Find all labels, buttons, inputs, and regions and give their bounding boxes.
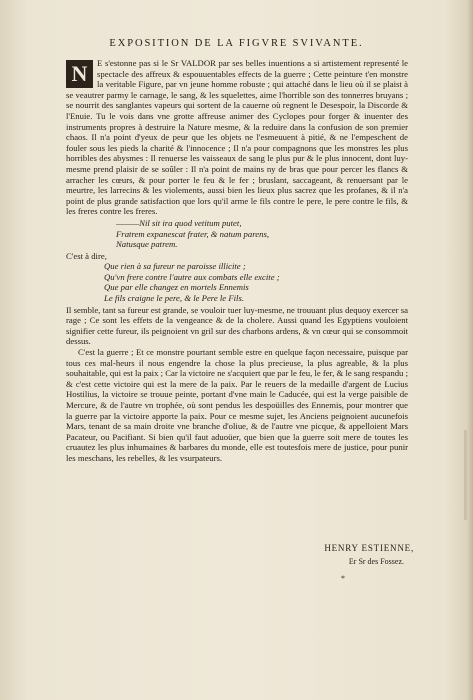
- paragraph-3: C'est la guerre ; Et ce monstre pourtant semble estre en quelque façon necessaire, puisque par tous ces mal-heurs il nous engendre la chose la plus precieuse, la plus agreable, & la plus souhaitable, qui est la paix ; Car la victoire ne s'acquiert que par le feu, le fer, & le sang respandu ; & c'est cette victoire qui est la mere de la paix. Par le reuers de la medaille d'argent de Lucius Hostilius, la victoire se trouue peinte, portant d'vne main le Caducée, qui est la verge paisible de Mercure, & de l'autre vn trophée, où sont pendus les despoüilles des Ennemis, pour montrer que la guerre par la victoire apporte la paix. Pour ce mesme sujet, les Anciens peignoient aucunefois Mars, tenant de sa main droite vne branche d'oliue, & de l'autre vne picque, & appelloient Mars Pacateur, ou Pacifiant. Si bien qu'il faut aduoüer, que bien que la guerre soit mere de toutes les cruautez les plus inhumaines & barbares du monde, elle est toutesfois mere de justice, pour punir les meschans, les rebelles, & les vsurpateurs.: [66, 347, 408, 463]
- author-title: Er Sr des Fossez.: [348, 557, 404, 566]
- verse-line: ———Nil sit ira quod vetitum putet,: [116, 217, 242, 228]
- author-signature: HENRY ESTIENNE,: [324, 543, 414, 553]
- page-title: EXPOSITION DE LA FIGVRE SVIVANTE.: [109, 38, 364, 49]
- page-stain: [464, 430, 467, 520]
- verse-line: Que rien à sa fureur ne paroisse illicite ;: [104, 261, 246, 272]
- verse-line: Qu'vn frere contre l'autre aux combats elle excite ;: [104, 271, 280, 282]
- verse-line: Le fils craigne le pere, & le Pere le Fils.: [104, 293, 245, 304]
- decorated-initial: N: [66, 60, 93, 88]
- paragraph-1: [66, 58, 408, 217]
- translation-intro: C'est à dire,: [66, 250, 107, 261]
- page-edge-shadow: [467, 0, 473, 700]
- french-verse: [104, 261, 408, 303]
- latin-verse: [116, 218, 408, 250]
- paragraph-1-text: E s'estonne pas si le Sr VALDOR par ses belles inuentions a si artistement representé le spectacle des affreux & espouuentables effects de la guerre ; Cette peinture t'en monstre la veritable Figure, par vn jeune homme robuste ; qui attaché dans le lieu où il se plaist à se veautrer parmy le carnage, le sang, & les squelettes, aime l'horrible son des tonnerres bruyans ; se nourrit des sanglantes vapeurs qui sortent de la cauerne où regnent le Desespoir, la Discorde & l'Enuie. Tu le vois dans vne grotte affreuse animer des Cyclopes pour forger & inuenter des instruments propres à destruire la Nature mesme, & la reduire dans la confusion de son premier chaos. Il n'a point d'yeux de peur que les objets ne l'esmeuuent à pitié, & ne l'empeschent de fouler sous les pieds la charité & l'innocence ; Il n'a pour compagnons que les monstres les plus horribles des abysmes : Il renuerse les vaisseaux de sang le plus pur & le plus innocent, dont luy-mesme prend plaisir de se soûler : Il n'a point de mains ny de bras que pour percer les flancs & arracher les cœurs, & pour porter le feu & le fer ; bruslant, saccageant, & renuersant par le meurtre, les larrecins & les violements, aussi bien les lieux plus sacrez que les profanes, & il n'a point de plus grande satisfaction que lors qu'il arme le fils contre le pere, le pere contre le fils, & les freres contre les freres.: [66, 58, 408, 217]
- paragraph-2: Il semble, tant sa fureur est grande, se vouloir tuer luy-mesme, ne trouuant plus dequoy exercer sa rage ; Ce sont les effets de la vengeance & de la cholere. Aussi quand les Egyptiens vouloient signifier cette fureur, ils peignoient vn gril sur des charbons ardens, & vn cœur qui se consommoit dessus.: [66, 304, 408, 347]
- verse-line: Natusque patrem.: [116, 239, 178, 250]
- verse-line: Que par elle changez en mortels Ennemis: [104, 282, 249, 293]
- body-text: [66, 58, 408, 464]
- ornament-star: *: [341, 574, 345, 583]
- verse-line: Fratrem expanescat frater, & natum parens,: [116, 228, 270, 239]
